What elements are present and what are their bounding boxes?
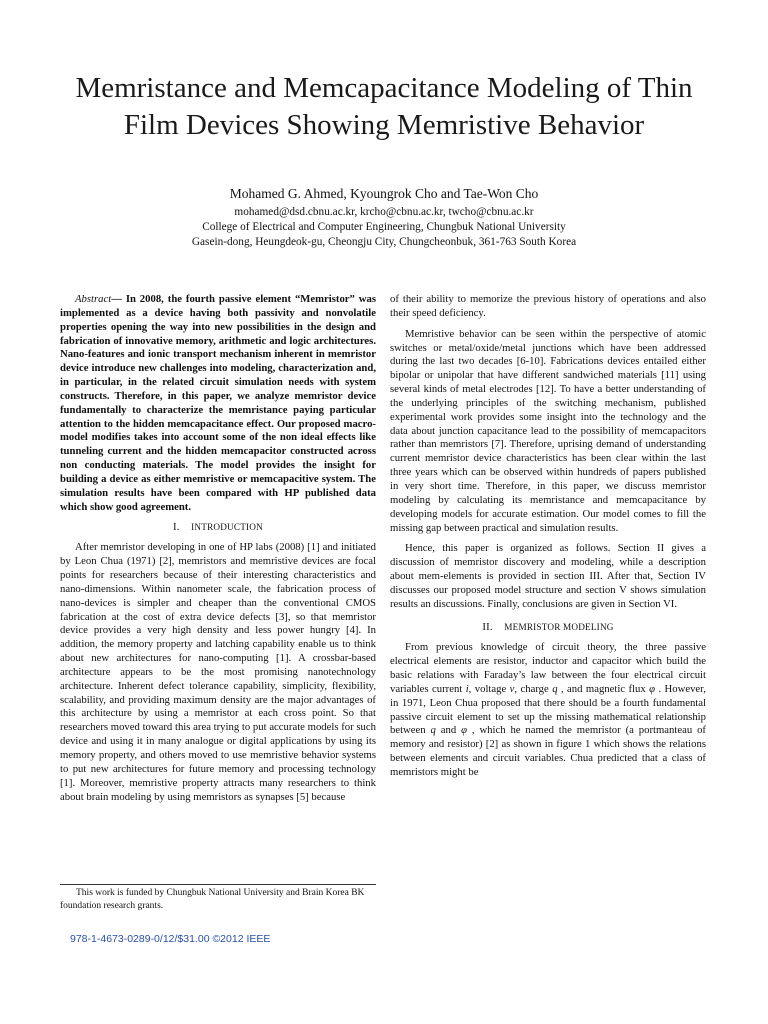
abstract-dash: — xyxy=(111,293,126,305)
footnote-divider xyxy=(60,884,376,885)
author-emails: mohamed@dsd.cbnu.ac.kr, krcho@cbnu.ac.kr, twcho@cbnu.ac.kr xyxy=(234,206,534,218)
title-line-1: Memristance and Memcapacitance Modeling of Thin xyxy=(75,72,693,104)
left-column xyxy=(60,293,376,804)
section-numeral: I. xyxy=(173,520,180,533)
text-run: and xyxy=(435,724,462,737)
symbol-charge: q xyxy=(430,724,436,737)
symbol-charge: q xyxy=(552,682,558,695)
paper-title xyxy=(40,70,728,144)
affiliation-line-2: Gasein-dong, Heungdeok-gu, Cheongju City, Chungcheonbuk, 361-763 South Korea xyxy=(191,236,577,248)
text-run: From previous knowledge of circuit theory, the three passive electrical elements are resistor, inductor and capacitor which build the basic relations with Faraday’s law between the four electrical circuit variables current xyxy=(390,641,706,695)
symbol-voltage: v xyxy=(509,682,515,695)
text-run: , charge xyxy=(514,682,553,695)
symbol-flux: φ xyxy=(649,682,656,695)
section-heading-memristor-modeling xyxy=(390,621,706,635)
abstract-text: In 2008, the fourth passive element “Memristor” was implemented as a device having both passivity and nonvolatile properties opening the way into new possibilities in the design and fabrication of innovative memory, arithmetic and logic architectures. Nano-features and ionic transport mechanism inherent in memristor device introduce new challenges into modeling, characterization and, in particular, in the related circuit simulation needs with system constructs. Therefore, in this paper, we analyze memristor device fundamentally to characterize the memristance paying particular attention to the hidden memcapacitance effect. Our proposed macro-model modifies takes into account some of the non ideal effects like tunneling current and the hidden memcapacitor constructed across non conducting materials. The model provides the insight for building a device as either memristive or memcapacitive system. The simulation results have been compared with HP published data which show good agreement. xyxy=(60,293,377,513)
section-numeral: II. xyxy=(482,620,493,633)
text-run: , which he named the memristor (a portmanteau of memory and resistor) [2] as shown in figure 1 which shows the relations between elements and circuit variables. Chua predicted that a class of memristors might be xyxy=(390,724,706,778)
author-list: Mohamed G. Ahmed, Kyoungrok Cho and Tae-Won Cho xyxy=(229,186,539,201)
intro-paragraph-2: Memristive behavior can be seen within the perspective of atomic switches or metal/oxide/metal junctions which have been addressed during the last two decades [6-10]. Fabrications devices entailed either bipolar or unipolar that have different sandwiched materials [11] using several kinds of metal electrodes [12]. To have a better understanding of the underlying principles of the switching mechanism, published experimental work provides some insight into the technology and the data about junction capacitance lead to the possibility of memcapacitors rather than memristors [7]. Therefore, uprising demand of understanding current memristor device characteristics has been clear within the last three years which can be observed within hundreds of papers published in very short time. Therefore, in this paper, we discuss memristor modeling by calculating its memristance and memcapacitance by developing models for accurate estimation. Our model comes to fill the missing gap between practical and simulation results. xyxy=(390,327,706,534)
intro-paragraph-1: After memristor developing in one of HP labs (2008) [1] and initiated by Leon Chua (1971) [2], memristors and memristive devices are focal points for researchers because of their interesting characteristics and nano-dimensions. Within nanometer scale, the fabrication process of nano-devices is simpler and cheaper than the conventional CMOS fabrication at the cost of extra device defects [3], so that memristor device provides a very high density and less power hungry [4]. In addition, the memory property and latching capability enable us to think about new architectures for nano-computing [1]. A crossbar-based architecture appears to be the most promising nanotechnology architecture. Inherent defect tolerance capability, simplicity, flexibility, scalability, and providing maximum density are the major advantages of this architecture by using a memristor at each cross point. So that researchers moved toward this area trying to put accurate models for such device and using it in many analogue or digital applications by using its memory property, and others moved to use memristive behavior systems to put new architectures for future memory and processing technology [1]. Moreover, memristive property attracts many researchers to think about brain modeling by using memristors as synapses [5] because xyxy=(60,541,376,803)
abstract-label: Abstract xyxy=(75,293,112,305)
affiliation-line-1: College of Electrical and Computer Engineering, Chungbuk National University xyxy=(202,221,566,233)
text-run: . However, in 1971, Leon Chua proposed that there should be a fourth fundamental passive circuit element to set up the missing mathematical relationship between xyxy=(390,682,706,737)
author-affiliation xyxy=(60,205,708,250)
funding-footnote: This work is funded by Chungbuk National University and Brain Korea BK foundation research grants. xyxy=(60,888,365,911)
modeling-paragraph-1 xyxy=(390,641,706,779)
text-run: , and magnetic flux xyxy=(557,682,650,695)
intro-paragraph-3: Hence, this paper is organized as follows. Section II gives a discussion of memristor discovery and modeling, while a description about mem-elements is provided in section III. After that, Section IV discusses our proposed model structure and section V shows simulation results an discussions. Finally, conclusions are given in Section VI. xyxy=(390,542,706,610)
abstract xyxy=(60,293,376,515)
section-title: INTRODUCTION xyxy=(191,521,263,532)
text-run: , voltage xyxy=(468,682,510,695)
ieee-copyright: 978-1-4673-0289-0/12/$31.00 ©2012 IEEE xyxy=(70,933,271,945)
symbol-current: i xyxy=(465,682,469,695)
section-title: MEMRISTOR MODELING xyxy=(504,621,614,632)
right-column xyxy=(390,293,706,780)
section-heading-introduction xyxy=(60,521,376,535)
intro-paragraph-1-continued: of their ability to memorize the previous history of operations and also their speed deficiency. xyxy=(390,293,706,319)
symbol-flux: φ xyxy=(461,724,467,737)
title-line-2: Film Devices Showing Memristive Behavior xyxy=(123,109,645,141)
